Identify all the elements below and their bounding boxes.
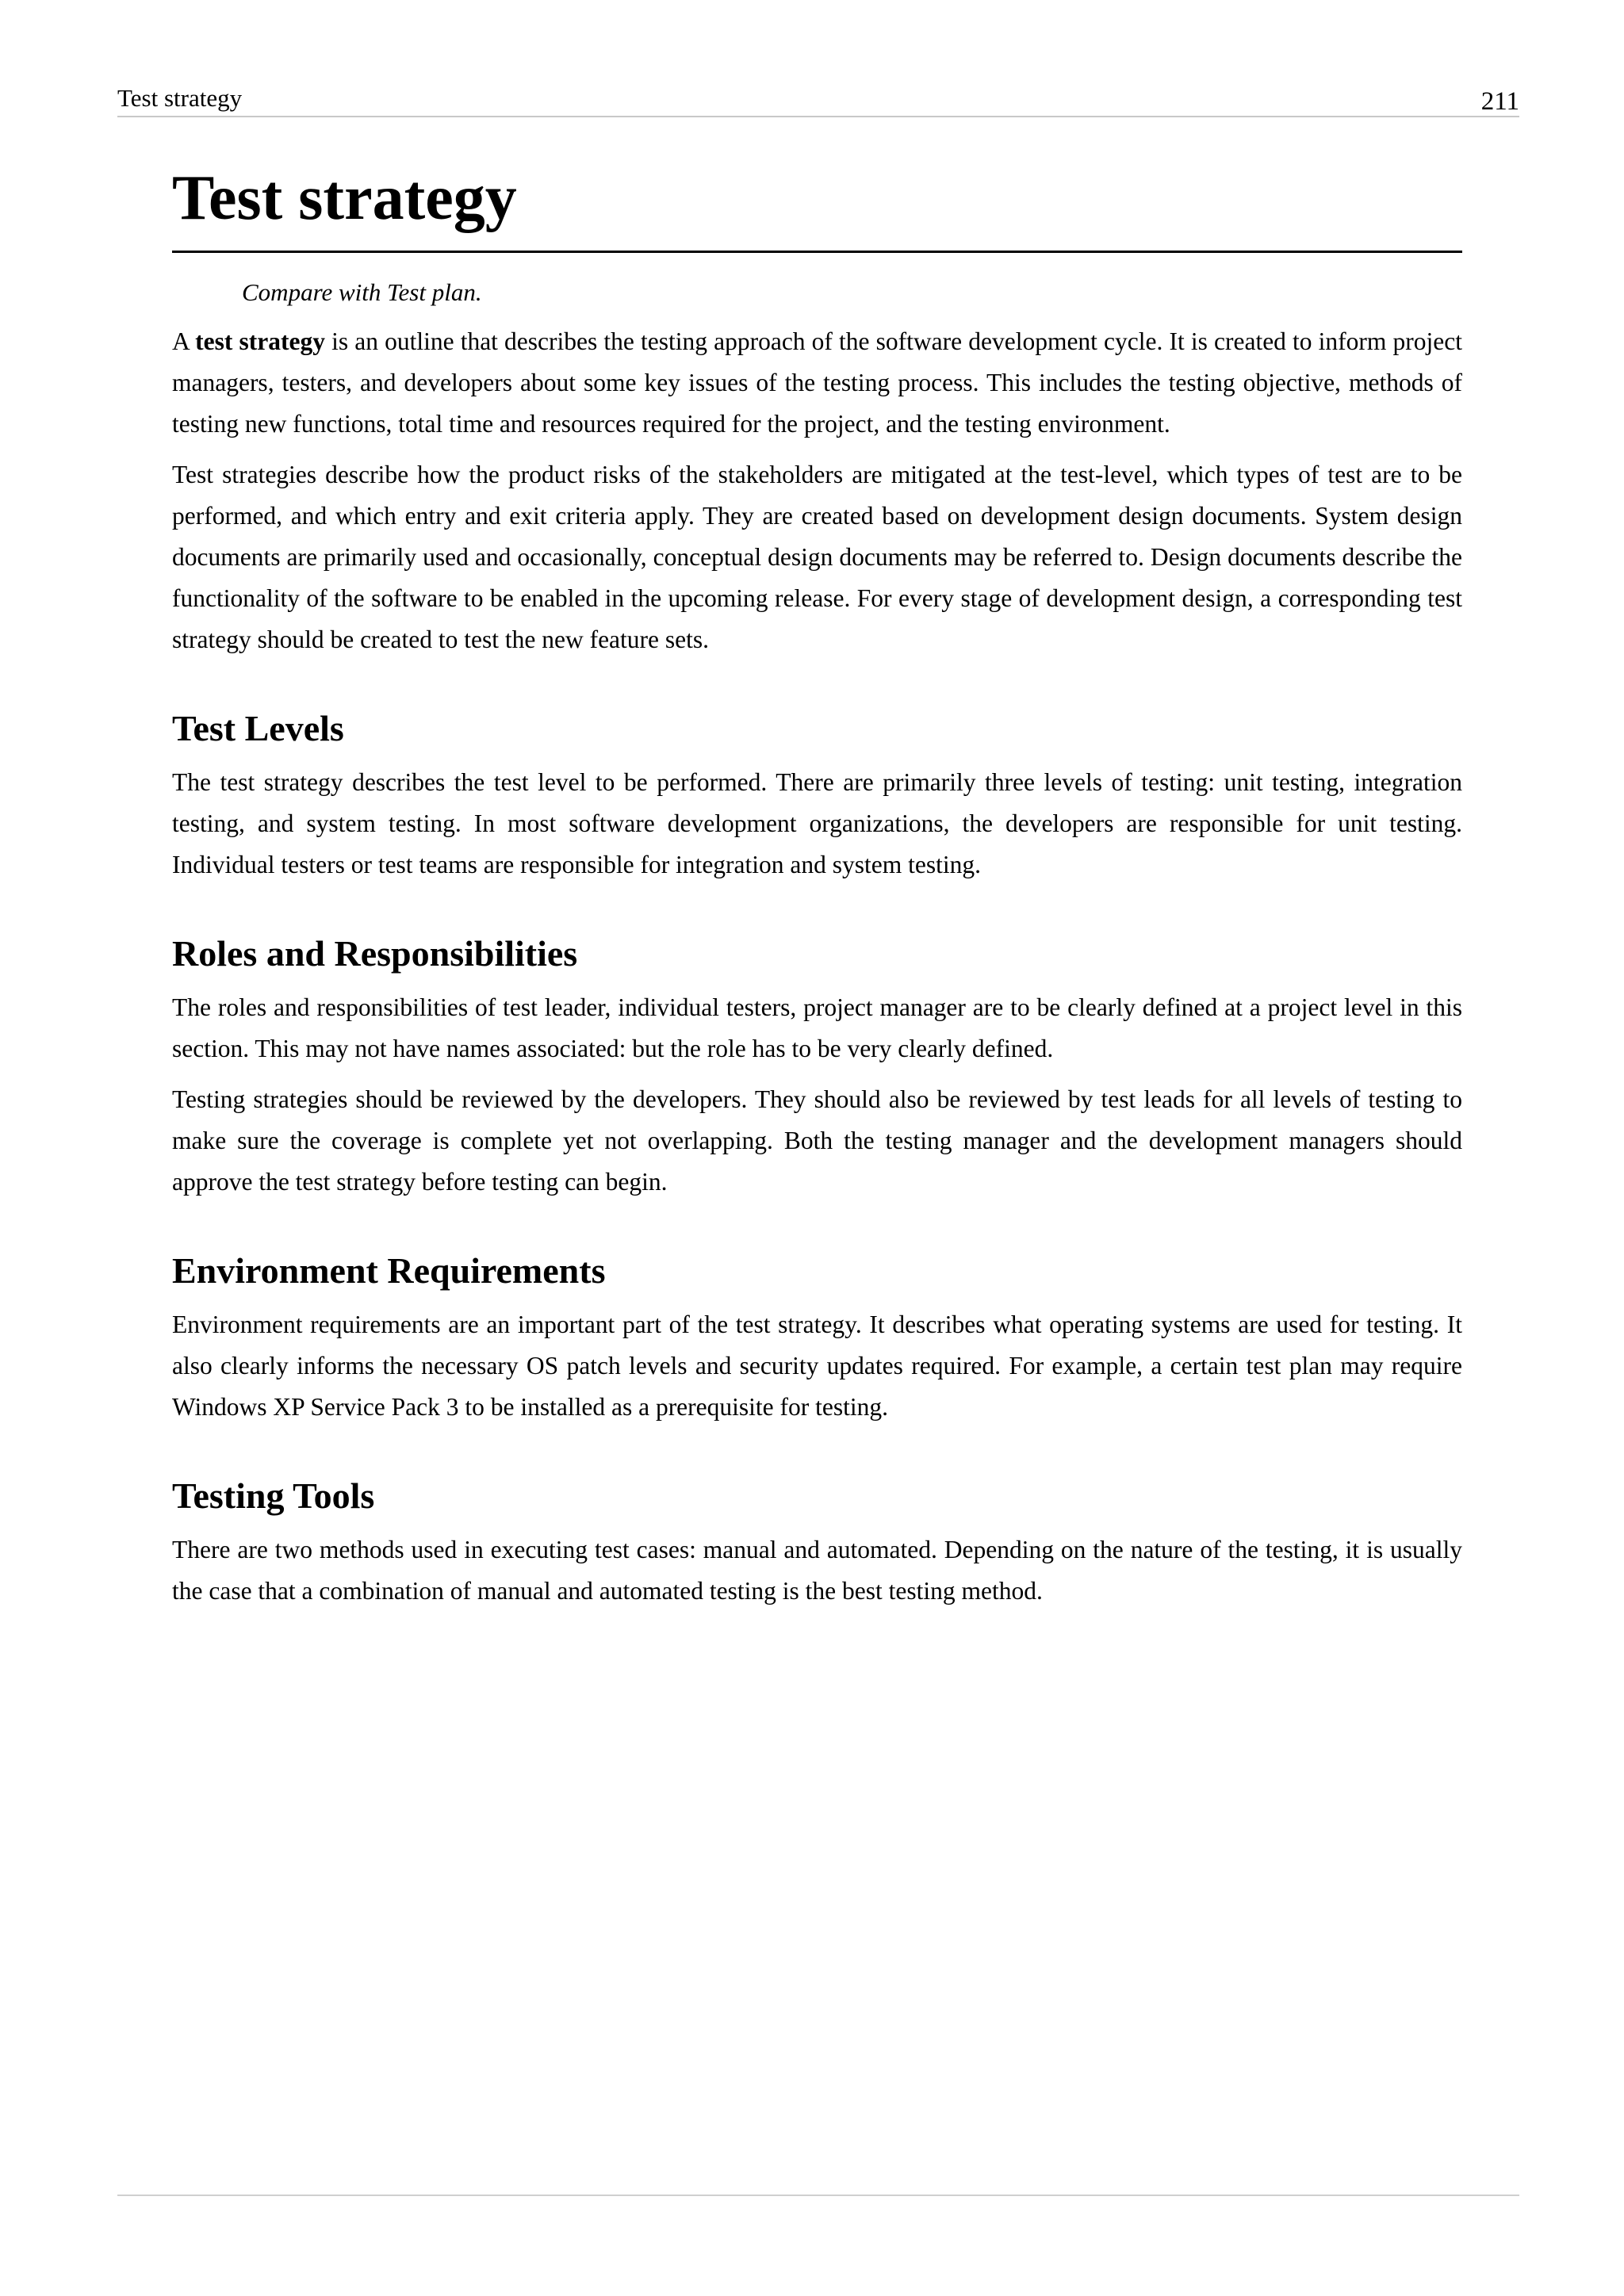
section-heading-testing-tools: Testing Tools [172, 1475, 375, 1516]
intro-lead-term: test strategy [195, 327, 325, 355]
section-paragraph: There are two methods used in executing test cases: manual and automated. Depending on the nature of the testing, it is usually the case that a combination of manual and automated testing is the best testing method. [172, 1536, 1462, 1605]
running-header [117, 76, 1519, 117]
intro-paragraph-2: Test strategies describe how the product risks of the stakeholders are mitigated at the test-level, which types of test are to be performed, and which entry and exit criteria apply. They are created based on development design documents. System design documents are primarily used and occasionally, conceptual design documents may be referred to. Design documents describe the functionality of the software to be enabled in the upcoming release. For every stage of development design, a corresponding test strategy should be created to test the new feature sets. [172, 461, 1462, 653]
intro-lead-prefix: A [172, 327, 196, 355]
footer-rule [117, 2195, 1519, 2196]
section-heading-roles-responsibilities: Roles and Responsibilities [172, 933, 578, 974]
page-title: Test strategy [172, 155, 1462, 253]
running-title: Test strategy [117, 84, 243, 112]
section-heading-test-levels: Test Levels [172, 708, 344, 748]
section-paragraph: Environment requirements are an important part of the test strategy. It describes what operating systems are used for testing. It also clearly informs the necessary OS patch levels and security updates required. For example, a certain test plan may require Windows XP Service Pack 3 to be installed as a prerequisite for testing. [172, 1311, 1462, 1421]
hatnote: Compare with Test plan. [242, 278, 482, 306]
section-paragraph: The test strategy describes the test level to be performed. There are primarily three levels of testing: unit testing, integration testing, and system testing. In most software development organizations, the developers are responsible for unit testing. Individual testers or test teams are responsible for integration and system testing. [172, 768, 1462, 878]
section-paragraph: The roles and responsibilities of test leader, individual testers, project manager are to be clearly defined at a project level in this section. This may not have names associated: but the role has to be very clearly defined. [172, 993, 1462, 1062]
page-number: 211 [1480, 87, 1519, 116]
section-paragraph: Testing strategies should be reviewed by the developers. They should also be reviewed by test leads for all levels of testing to make sure the coverage is complete yet not overlapping. Both the testing manager and the development managers should approve the test strategy before testing can begin. [172, 1085, 1462, 1196]
article-body [172, 155, 1462, 1612]
intro-lead-rest: is an outline that describes the testing approach of the software development cycle. It is created to inform project managers, testers, and developers about some key issues of the testing process. This includes the testing objective, methods of testing new functions, total time and resources required for the project, and the testing environment. [172, 327, 1462, 438]
intro-paragraph-1 [172, 321, 1462, 445]
section-heading-environment-requirements: Environment Requirements [172, 1250, 606, 1291]
